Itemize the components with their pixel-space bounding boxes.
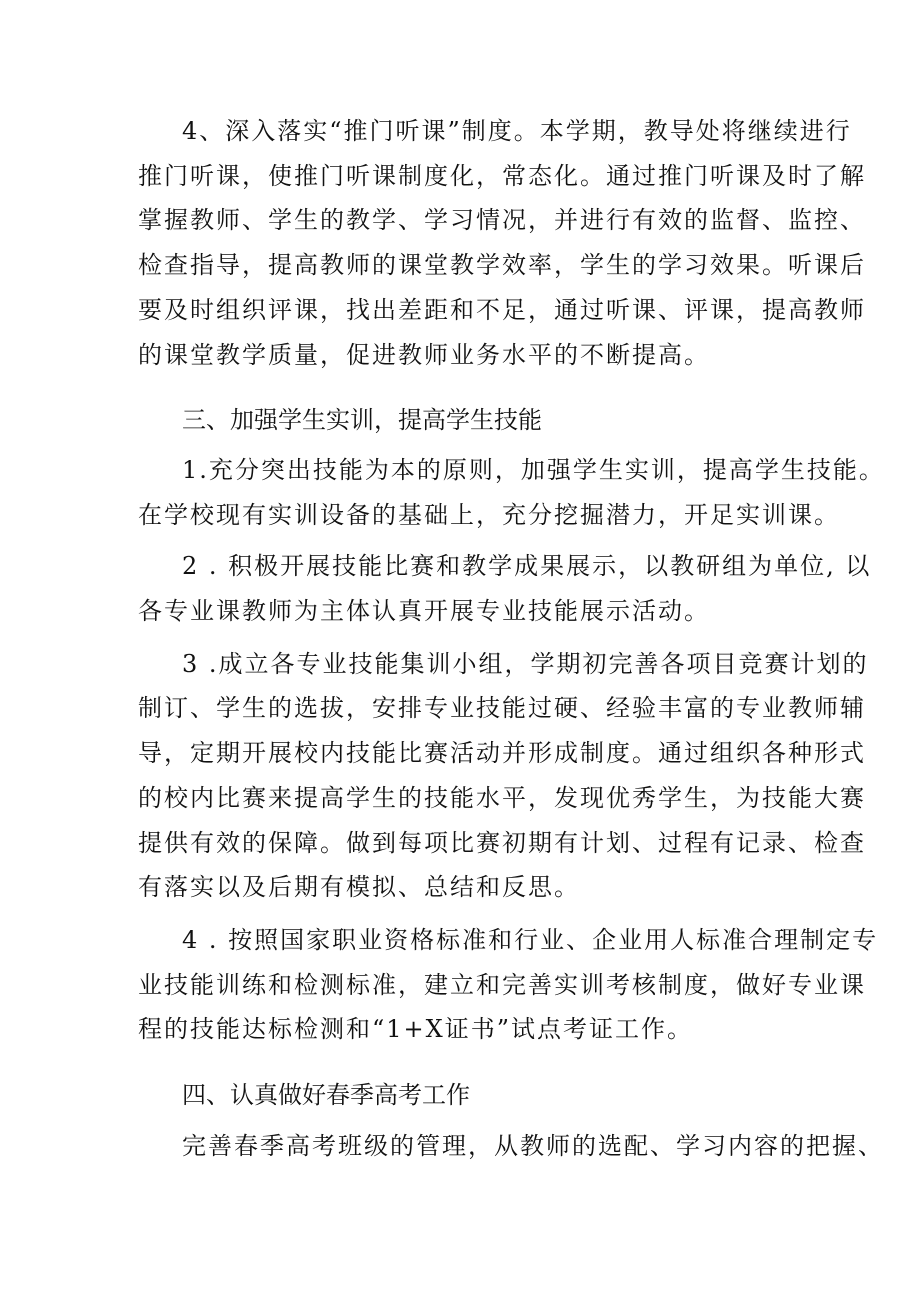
paragraph-line: 推门听课，使推门听课制度化，常态化。通过推门听课及时了解 bbox=[138, 162, 866, 190]
paragraph-line: 业技能训练和检测标准，建立和完善实训考核制度，做好专业课 bbox=[138, 971, 866, 999]
paragraph-line: 制订、学生的选拔，安排专业技能过硬、经验丰富的专业教师辅 bbox=[138, 694, 866, 722]
paragraph-line: 2 . 积极开展技能比赛和教学成果展示，以教研组为单位, 以 bbox=[182, 552, 872, 580]
paragraph-line: 提供有效的保障。做到每项比赛初期有计划、过程有记录、检查 bbox=[138, 829, 866, 857]
paragraph-line: 掌握教师、学生的教学、学习情况，并进行有效的监督、监控、 bbox=[138, 206, 866, 234]
paragraph-line: 4 . 按照国家职业资格标准和行业、企业用人标准合理制定专 bbox=[182, 926, 879, 954]
paragraph-line: 各专业课教师为主体认真开展专业技能展示活动。 bbox=[138, 597, 710, 625]
paragraph-line: 3 .成立各专业技能集训小组，学期初完善各项目竞赛计划的 bbox=[182, 650, 869, 678]
paragraph-line: 要及时组织评课，找出差距和不足，通过听课、评课，提高教师 bbox=[138, 296, 866, 324]
section-heading: 四、认真做好春季高考工作 bbox=[182, 1081, 470, 1109]
paragraph-line: 的校内比赛来提高学生的技能水平，发现优秀学生，为技能大赛 bbox=[138, 784, 866, 812]
section-heading: 三、加强学生实训，提高学生技能 bbox=[182, 406, 542, 434]
paragraph-line: 1.充分突出技能为本的原则，加强学生实训，提高学生技能。 bbox=[182, 456, 885, 484]
paragraph-line: 在学校现有实训设备的基础上，充分挖掘潜力，开足实训课。 bbox=[138, 501, 840, 529]
paragraph-line: 导，定期开展校内技能比赛活动并形成制度。通过组织各种形式 bbox=[138, 739, 866, 767]
paragraph-line: 检查指导，提高教师的课堂教学效率，学生的学习效果。听课后 bbox=[138, 251, 866, 279]
paragraph-line: 完善春季高考班级的管理，从教师的选配、学习内容的把握、 bbox=[182, 1132, 884, 1160]
paragraph-line: 有落实以及后期有模拟、总结和反思。 bbox=[138, 873, 580, 901]
paragraph-line: 的课堂教学质量，促进教师业务水平的不断提高。 bbox=[138, 341, 710, 369]
paragraph-line: 4、深入落实“推门听课”制度。本学期，教导处将继续进行 bbox=[182, 117, 852, 145]
paragraph-line: 程的技能达标检测和“1+X证书”试点考证工作。 bbox=[138, 1015, 694, 1043]
